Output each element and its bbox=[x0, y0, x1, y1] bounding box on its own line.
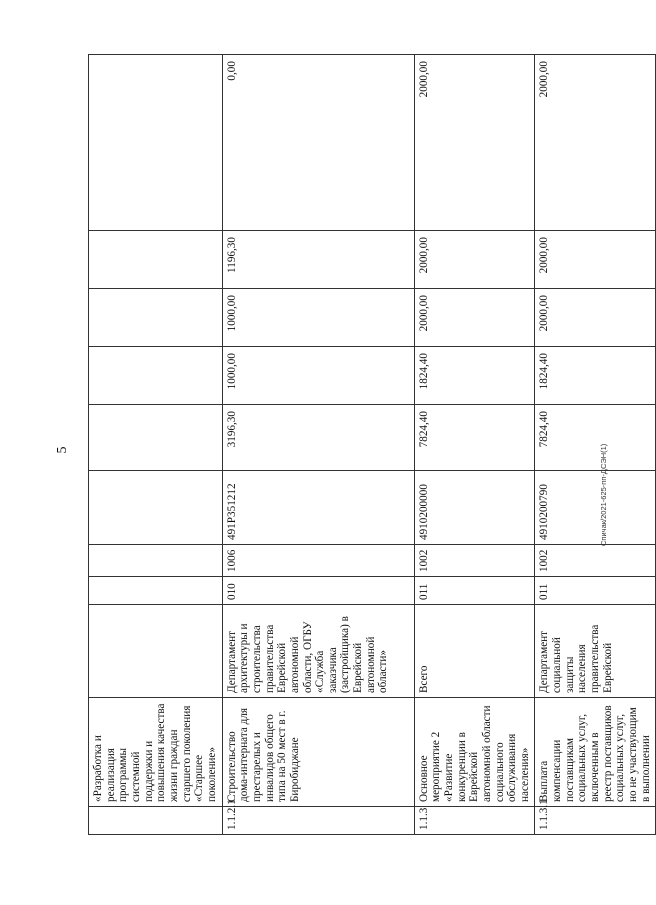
year-3-value: 1196,30 bbox=[222, 231, 414, 289]
table-row bbox=[222, 55, 414, 835]
measure-name: Строительство дома-интерната для престарелых и инвалидов общего типа на 50 мест в г. Биробиджане bbox=[222, 698, 414, 807]
table-row bbox=[414, 55, 535, 835]
grbs-code bbox=[89, 577, 223, 605]
measure-name: «Разработка и реализация программы системной поддержки и повышения качества жизни граждан старшего поколения «Старшее поколение» bbox=[89, 698, 223, 807]
total-value: 3196,30 bbox=[222, 405, 414, 471]
year-3-value: 2000,00 bbox=[535, 231, 656, 289]
year-4-value bbox=[89, 55, 223, 231]
year-2-value: 1000,00 bbox=[222, 289, 414, 347]
year-4-value: 2000,00 bbox=[414, 55, 535, 231]
rzpr-code bbox=[89, 545, 223, 577]
executor: Всего bbox=[414, 605, 535, 698]
total-value bbox=[89, 405, 223, 471]
rzpr-code: 1006 bbox=[222, 545, 414, 577]
row-number: 1.1.3.1 bbox=[535, 807, 656, 835]
row-number: 1.1.3 bbox=[414, 807, 535, 835]
measure-name: Выплата компенсации поставщикам социальных услуг, включенным в реестр поставщиков социальных услуг, но не участвующим в выполнении bbox=[535, 698, 656, 807]
executor bbox=[89, 605, 223, 698]
csr-code bbox=[89, 471, 223, 545]
row-number: 1.1.2.1 bbox=[222, 807, 414, 835]
grbs-code: 010 bbox=[222, 577, 414, 605]
page-number: 5 bbox=[55, 446, 70, 454]
csr-code: 4910200000 bbox=[414, 471, 535, 545]
csr-code: 4910200790 bbox=[535, 471, 656, 545]
table-row bbox=[89, 55, 223, 835]
year-3-value: 2000,00 bbox=[414, 231, 535, 289]
total-value: 7824,40 bbox=[414, 405, 535, 471]
executor: Департамент социальной защиты населения правительства Еврейской bbox=[535, 605, 656, 698]
year-4-value: 2000,00 bbox=[535, 55, 656, 231]
rzpr-code: 1002 bbox=[535, 545, 656, 577]
measure-name: Основное мероприятие 2 «Развитие конкуренции в Еврейской автономной области социального обслуживания населения» bbox=[414, 698, 535, 807]
grbs-code: 011 bbox=[535, 577, 656, 605]
total-value: 7824,40 bbox=[535, 405, 656, 471]
year-2-value bbox=[89, 289, 223, 347]
document-side-code: Спичак/2021-625-пп-ДСЭН(1) bbox=[599, 443, 608, 546]
year-1-value: 1824,40 bbox=[414, 347, 535, 405]
year-3-value bbox=[89, 231, 223, 289]
rzpr-code: 1002 bbox=[414, 545, 535, 577]
year-4-value: 0,00 bbox=[222, 55, 414, 231]
year-2-value: 2000,00 bbox=[535, 289, 656, 347]
csr-code: 491P351212 bbox=[222, 471, 414, 545]
year-1-value bbox=[89, 347, 223, 405]
year-2-value: 2000,00 bbox=[414, 289, 535, 347]
row-number bbox=[89, 807, 223, 835]
grbs-code: 011 bbox=[414, 577, 535, 605]
year-1-value: 1824,40 bbox=[535, 347, 656, 405]
budget-table bbox=[88, 54, 656, 835]
year-1-value: 1000,00 bbox=[222, 347, 414, 405]
table-row bbox=[535, 55, 656, 835]
executor: Департамент архитектуры и строительства правительства Еврейской автономной области, ОГБУ «Служба заказчика (застройщика) в Еврейской автономной области» bbox=[222, 605, 414, 698]
